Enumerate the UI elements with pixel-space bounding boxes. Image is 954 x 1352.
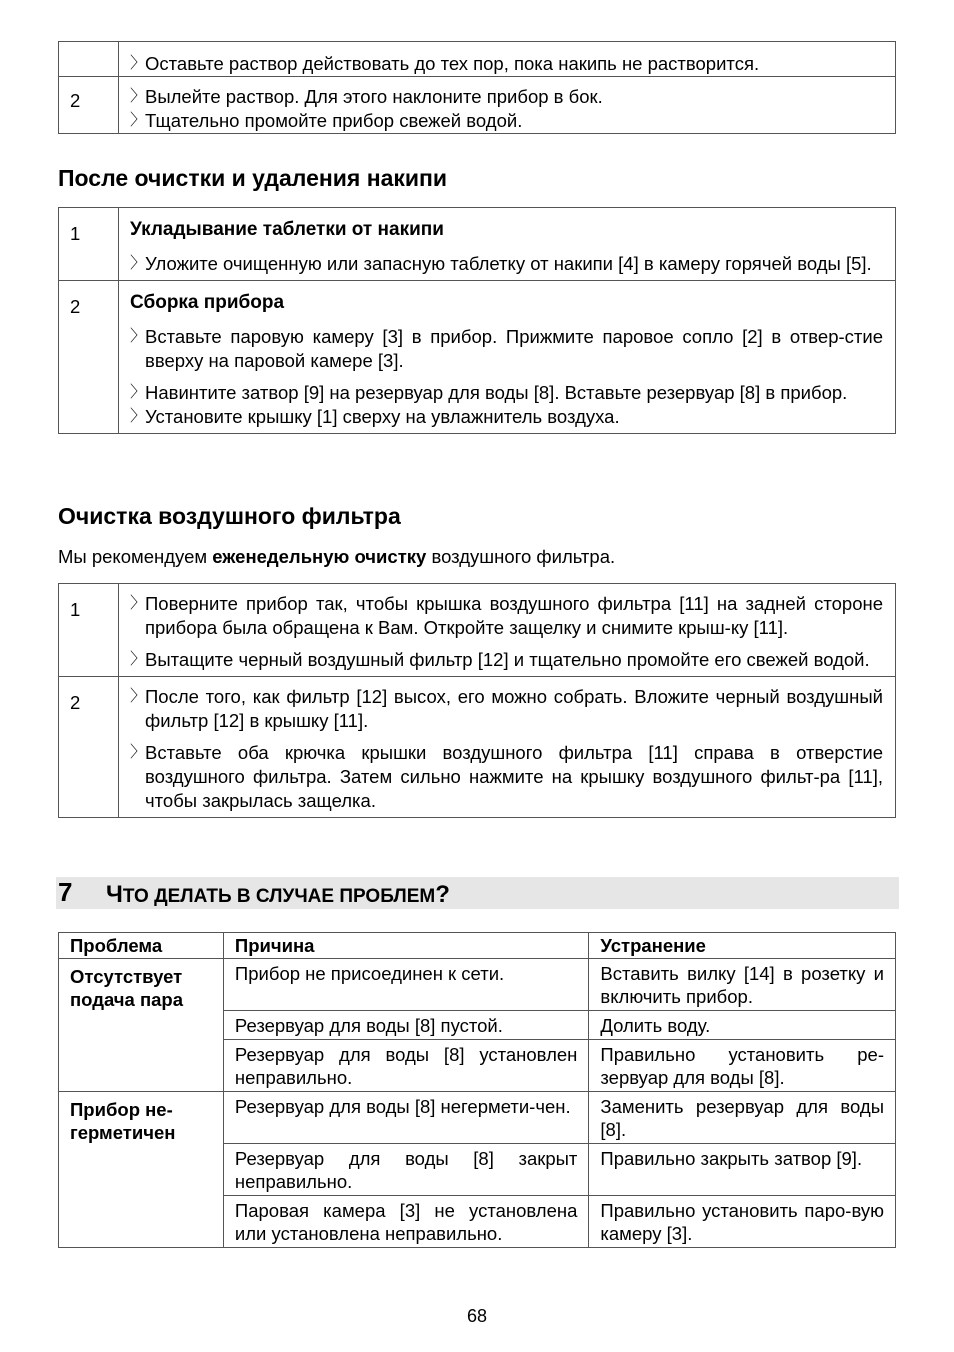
remedy-cell: Правильно установить паро-вую камеру [3]. xyxy=(589,1196,896,1248)
table-row xyxy=(59,584,896,677)
table-row xyxy=(59,42,896,77)
step-bullet: 〉 Поверните прибор так, чтобы крышка воздушного фильтра [11] на задней стороне прибора была обращена к Вам. Откройте защелку и снимите крыш-ку [11]. xyxy=(130,592,883,640)
table-row xyxy=(59,677,896,818)
troubleshooting-table xyxy=(58,932,896,1248)
step-number: 2 xyxy=(59,677,119,818)
step-bullet: 〉 Уложите очищенную или запасную таблетку от накипи [4] в камеру горячей воды [5]. xyxy=(130,252,883,276)
air-filter-table xyxy=(58,583,896,818)
problem-cell: Прибор не-герметичен xyxy=(59,1092,224,1248)
cause-cell: Паровая камера [3] не установлена или установлена неправильно. xyxy=(223,1196,588,1248)
top-steps-table xyxy=(58,41,896,134)
column-header-problem: Проблема xyxy=(59,933,224,959)
chapter-title: ЧТО ДЕЛАТЬ В СЛУЧАЕ ПРОБЛЕМ? xyxy=(106,881,450,908)
table-row xyxy=(59,208,896,281)
table-row xyxy=(59,281,896,434)
remedy-cell: Правильно установить ре-зервуар для воды [8]. xyxy=(589,1040,896,1092)
table-row xyxy=(59,77,896,134)
page-number: 68 xyxy=(466,1306,488,1326)
column-header-remedy: Устранение xyxy=(589,933,896,959)
step-number: 1 xyxy=(59,208,119,281)
chapter-heading xyxy=(56,877,899,909)
chapter-number: 7 xyxy=(58,877,73,907)
step-bullet: 〉 Вставьте оба крючка крышки воздушного фильтра [11] справа в отверстие воздушного фильтра. Затем сильно нажмите на крышку воздушного фильт-ра [11], чтобы закрылась защелка. xyxy=(130,741,883,813)
step-number: 1 xyxy=(59,584,119,677)
table-row xyxy=(59,959,896,1011)
cause-cell: Резервуар для воды [8] пустой. xyxy=(223,1011,588,1040)
step-bullet: 〉 Оставьте раствор действовать до тех пор, пока накипь не растворится. xyxy=(130,52,883,76)
step-number xyxy=(59,42,119,77)
step-title: Укладывание таблетки от накипи xyxy=(130,219,444,240)
cause-cell: Прибор не присоединен к сети. xyxy=(223,959,588,1011)
step-bullet: 〉 Вытащите черный воздушный фильтр [12] и тщательно промойте его свежей водой. xyxy=(130,648,883,672)
cause-cell: Резервуар для воды [8] негермети-чен. xyxy=(223,1092,588,1144)
step-number: 2 xyxy=(59,281,119,434)
step-bullet: 〉 Навинтите затвор [9] на резервуар для воды [8]. Вставьте резервуар [8] в прибор. xyxy=(130,381,883,405)
column-header-cause: Причина xyxy=(223,933,588,959)
problem-cell: Отсутствует подача пара xyxy=(59,959,224,1092)
remedy-cell: Правильно закрыть затвор [9]. xyxy=(589,1144,896,1196)
section-heading: Очистка воздушного фильтра xyxy=(58,503,401,529)
remedy-cell: Заменить резервуар для воды [8]. xyxy=(589,1092,896,1144)
after-cleaning-table xyxy=(58,207,896,434)
cause-cell: Резервуар для воды [8] закрыт неправильно. xyxy=(223,1144,588,1196)
step-number: 2 xyxy=(59,77,119,134)
step-bullet: 〉 После того, как фильтр [12] высох, его можно собрать. Вложите черный воздушный фильтр [12] в крышку [11]. xyxy=(130,685,883,733)
step-bullet: 〉 Вставьте паровую камеру [3] в прибор. Прижмите паровое сопло [2] в отвер-стие вверху на паровой камере [3]. xyxy=(130,325,883,373)
step-title: Сборка прибора xyxy=(130,292,285,313)
step-bullet: 〉 Вылейте раствор. Для этого наклоните прибор в бок. xyxy=(130,85,883,109)
remedy-cell: Вставить вилку [14] в розетку и включить прибор. xyxy=(589,959,896,1011)
section-heading: После очистки и удаления накипи xyxy=(58,165,448,191)
section-intro: Мы рекомендуем еженедельную очистку воздушного фильтра. xyxy=(58,546,616,567)
table-header-row xyxy=(59,933,896,959)
cause-cell: Резервуар для воды [8] установлен неправильно. xyxy=(223,1040,588,1092)
step-bullet: 〉 Тщательно промойте прибор свежей водой. xyxy=(130,109,883,133)
step-bullet: 〉 Установите крышку [1] сверху на увлажнитель воздуха. xyxy=(130,405,883,429)
table-row xyxy=(59,1092,896,1144)
remedy-cell: Долить воду. xyxy=(589,1011,896,1040)
